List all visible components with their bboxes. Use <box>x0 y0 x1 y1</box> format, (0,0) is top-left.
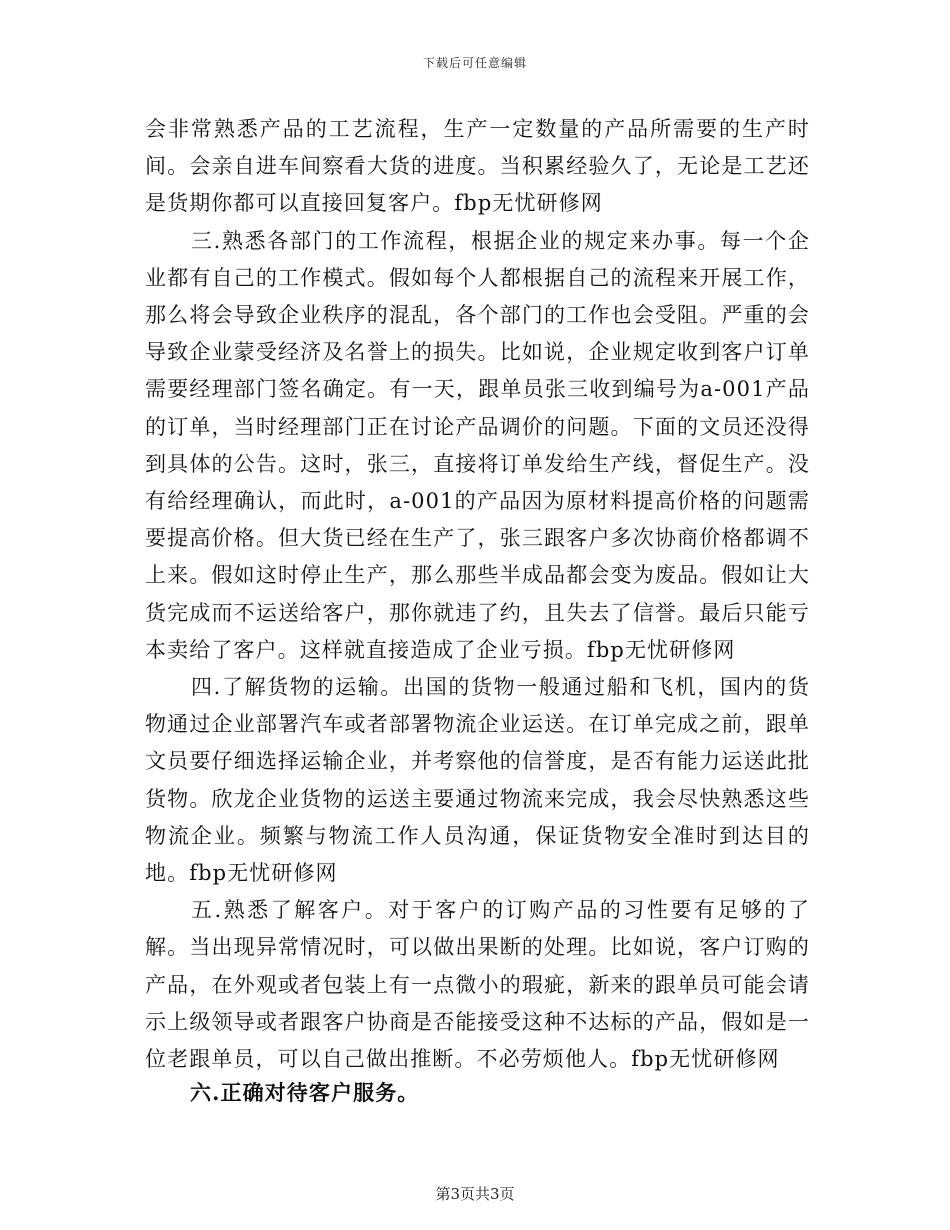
paragraph-section-3: 三.熟悉各部门的工作流程，根据企业的规定来办事。每一个企业都有自己的工作模式。假如每个人都根据自己的流程来开展工作，那么将会导致企业秩序的混乱，各个部门的工作也会受阻。严重的会导致企业蒙受经济及名誉上的损失。比如说，企业规定收到客户订单需要经理部门签名确定。有一天，跟单员张三收到编号为a-001产品的订单，当时经理部门正在讨论产品调价的问题。下面的文员还没得到具体的公告。这时，张三，直接将订单发给生产线，督促生产。没有给经理确认，而此时，a-001的产品因为原材料提高价格的问题需要提高价格。但大货已经在生产了，张三跟客户多次协商价格都调不上来。假如这时停止生产，那么那些半成品都会变为废品。假如让大货完成而不运送给客户，那你就违了约，且失去了信誉。最后只能亏本卖给了客户。这样就直接造成了企业亏损。fbp无忧研修网 <box>145 228 810 662</box>
paragraph-section-4: 四.了解货物的运输。出国的货物一般通过船和飞机，国内的货物通过企业部署汽车或者部署物流企业运送。在订单完成之前，跟单文员要仔细选择运输企业，并考察他的信誉度，是否有能力运送此批货物。欣龙企业货物的运送主要通过物流来完成，我会尽快熟悉这些物流企业。频繁与物流工作人员沟通，保证货物安全准时到达目的地。fbp无忧研修网 <box>145 675 810 886</box>
paragraph-continuation: 会非常熟悉产品的工艺流程，生产一定数量的产品所需要的生产时间。会亲自进车间察看大货的进度。当积累经验久了，无论是工艺还是货期你都可以直接回复客户。fbp无忧研修网 <box>145 117 810 216</box>
section-6-heading: 六.正确对待客户服务。 <box>190 1080 420 1105</box>
document-body <box>145 111 810 1078</box>
page-footer: 第3页共3页 <box>435 1185 515 1203</box>
paragraph-section-5: 五.熟悉了解客户。对于客户的订购产品的习性要有足够的了解。当出现异常情况时，可以做出果断的处理。比如说，客户订购的产品，在外观或者包装上有一点微小的瑕疵，新来的跟单员可能会请示上级领导或者跟客户协商是否能接受这种不达标的产品，假如是一位老跟单员，可以自己做出推断。不必劳烦他人。fbp无忧研修网 <box>145 898 810 1072</box>
page-header: 下载后可任意编辑 <box>422 56 527 70</box>
